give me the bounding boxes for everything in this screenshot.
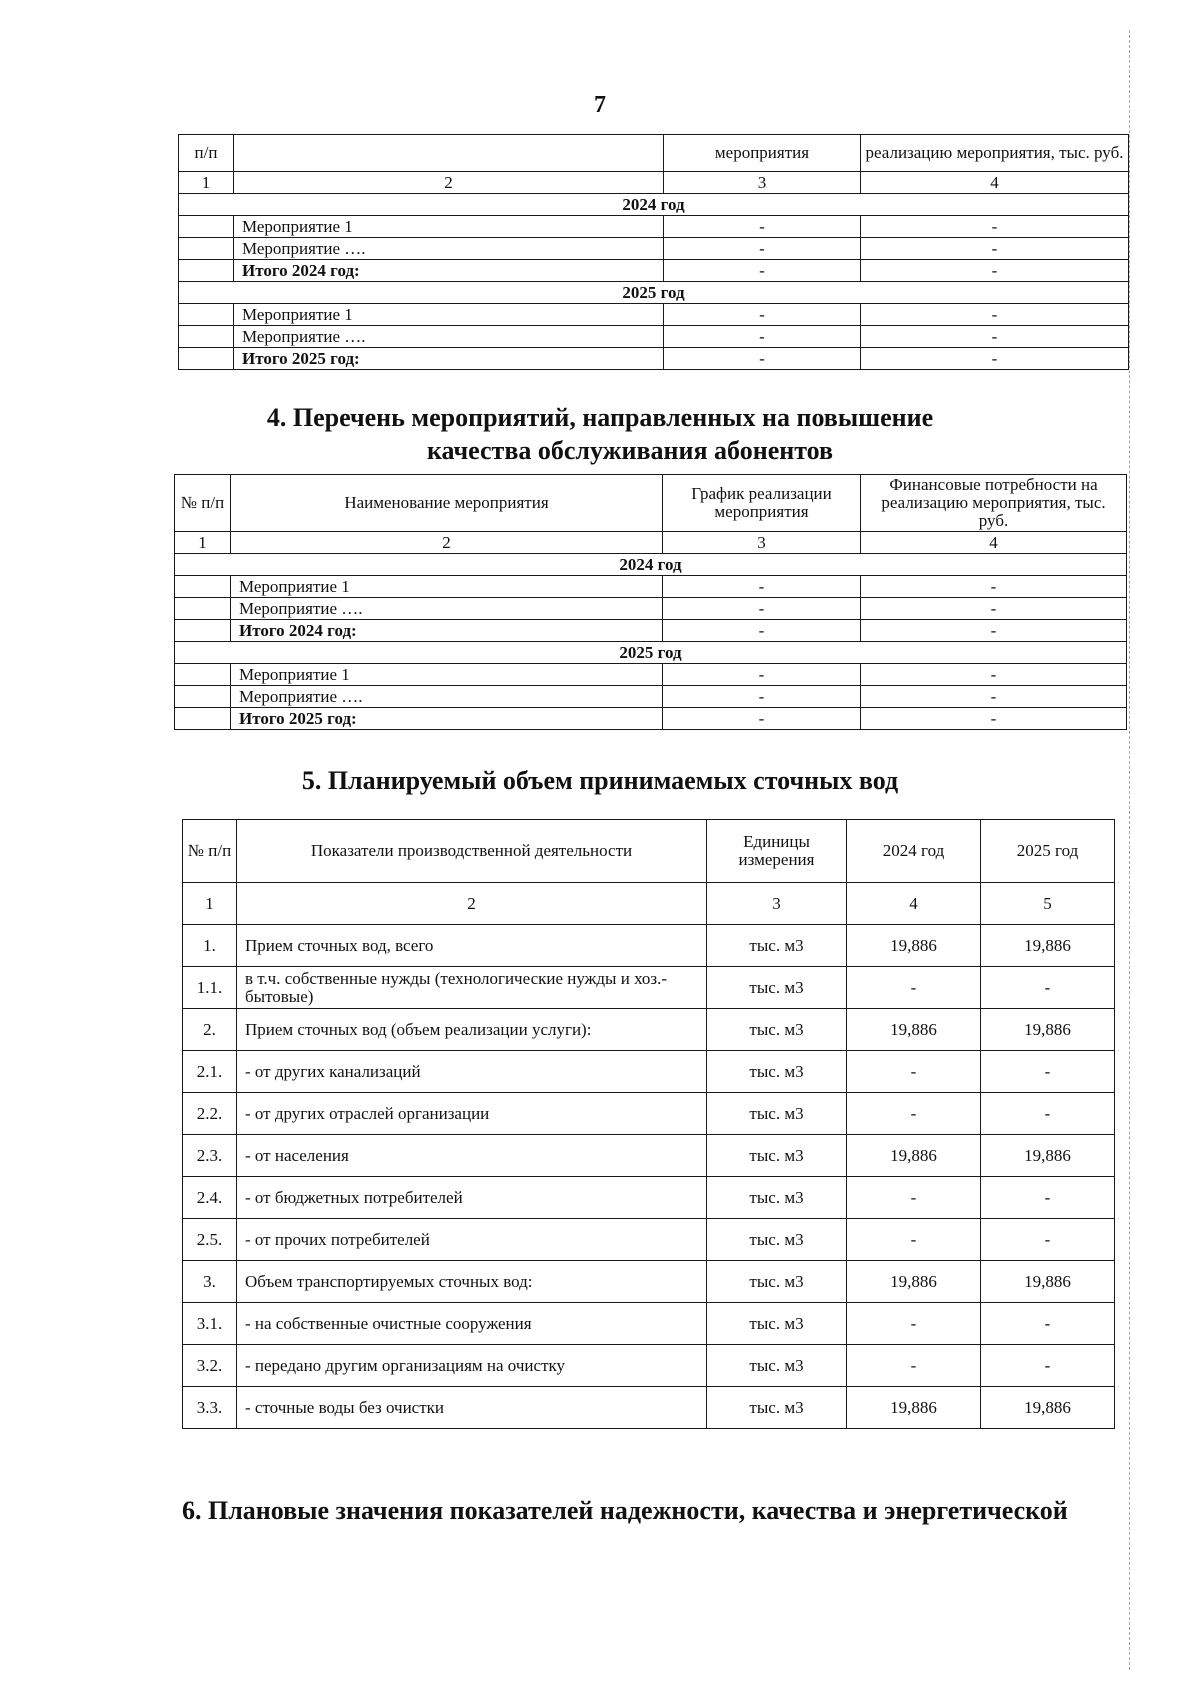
unit-value: тыс. м3 (707, 1387, 847, 1429)
column-number: 3 (663, 532, 861, 554)
value-2024: - (847, 1051, 981, 1093)
table-row (183, 1345, 1115, 1387)
unit-value: тыс. м3 (707, 925, 847, 967)
finance-value: - (861, 238, 1129, 260)
column-number: 5 (981, 883, 1115, 925)
finance-value: - (861, 304, 1129, 326)
year-label: 2025 год (179, 282, 1129, 304)
header-cell-c1: № п/п (183, 820, 237, 883)
value-2025: - (981, 1345, 1115, 1387)
table-row (183, 1051, 1115, 1093)
header-cell-c3: мероприятия (664, 135, 861, 172)
row-number: 2. (183, 1009, 237, 1051)
row-number (179, 238, 234, 260)
year-label: 2024 год (179, 194, 1129, 216)
activity-name: Мероприятие …. (234, 238, 664, 260)
section6-title: 6. Плановые значения показателей надежности, качества и энергетической (182, 1496, 1068, 1525)
finance-value: - (861, 708, 1127, 730)
section4-title-line2: качества обслуживания абонентов (426, 436, 834, 465)
year-row (175, 642, 1127, 664)
value-2025: - (981, 1303, 1115, 1345)
row-number (175, 576, 231, 598)
column-number: 2 (231, 532, 663, 554)
value-2025: - (981, 1093, 1115, 1135)
value-2025: - (981, 1219, 1115, 1261)
activities-table-continued (178, 134, 1129, 370)
year-row (179, 194, 1129, 216)
activity-name: Мероприятие 1 (234, 216, 664, 238)
finance-value: - (861, 686, 1127, 708)
year-row (179, 282, 1129, 304)
finance-value: - (861, 216, 1129, 238)
column-number: 3 (707, 883, 847, 925)
header-cell-c2: Наименование мероприятия (231, 475, 663, 532)
unit-value: тыс. м3 (707, 1303, 847, 1345)
page-number: 7 (594, 92, 606, 118)
indicator-name: Прием сточных вод, всего (237, 925, 707, 967)
row-number: 2.1. (183, 1051, 237, 1093)
indicator-name: - от прочих потребителей (237, 1219, 707, 1261)
unit-value: тыс. м3 (707, 967, 847, 1009)
year-label: 2025 год (175, 642, 1127, 664)
header-cell-c3: Единицы измерения (707, 820, 847, 883)
value-2024: 19,886 (847, 925, 981, 967)
table-row (179, 216, 1129, 238)
schedule-value: - (663, 708, 861, 730)
table-row (183, 1387, 1115, 1429)
table-row (179, 326, 1129, 348)
table-row (183, 1135, 1115, 1177)
schedule-value: - (663, 664, 861, 686)
row-number: 1. (183, 925, 237, 967)
table-row (175, 708, 1127, 730)
row-number (179, 304, 234, 326)
activity-name: Мероприятие 1 (231, 664, 663, 686)
header-row (175, 475, 1127, 532)
finance-value: - (861, 326, 1129, 348)
row-number: 2.4. (183, 1177, 237, 1219)
row-number: 3. (183, 1261, 237, 1303)
table-row (183, 1093, 1115, 1135)
activity-name: Мероприятие …. (231, 598, 663, 620)
activity-name: Итого 2024 год: (231, 620, 663, 642)
schedule-value: - (664, 238, 861, 260)
schedule-value: - (663, 576, 861, 598)
row-number (175, 708, 231, 730)
unit-value: тыс. м3 (707, 1345, 847, 1387)
row-number (179, 348, 234, 370)
value-2025: - (981, 967, 1115, 1009)
row-number (175, 620, 231, 642)
row-number: 1.1. (183, 967, 237, 1009)
column-number: 1 (183, 883, 237, 925)
finance-value: - (861, 620, 1127, 642)
header-row (179, 135, 1129, 172)
finance-value: - (861, 576, 1127, 598)
value-2024: - (847, 1219, 981, 1261)
activity-name: Мероприятие …. (234, 326, 664, 348)
table-row (183, 967, 1115, 1009)
row-number (179, 260, 234, 282)
header-cell-c4: Финансовые потребности на реализацию мероприятия, тыс. руб. (861, 475, 1127, 532)
table-row (175, 598, 1127, 620)
value-2025: 19,886 (981, 1387, 1115, 1429)
table-row (175, 664, 1127, 686)
value-2024: 19,886 (847, 1135, 981, 1177)
indicator-name: Объем транспортируемых сточных вод: (237, 1261, 707, 1303)
row-number: 2.3. (183, 1135, 237, 1177)
table-row (179, 238, 1129, 260)
year-label: 2024 год (175, 554, 1127, 576)
row-number: 2.5. (183, 1219, 237, 1261)
column-number-row (183, 883, 1115, 925)
value-2024: - (847, 1177, 981, 1219)
indicator-name: - сточные воды без очистки (237, 1387, 707, 1429)
unit-value: тыс. м3 (707, 1009, 847, 1051)
row-number (175, 686, 231, 708)
indicator-name: - от других канализаций (237, 1051, 707, 1093)
value-2024: - (847, 1345, 981, 1387)
column-number-row (175, 532, 1127, 554)
indicator-name: - от бюджетных потребителей (237, 1177, 707, 1219)
column-number: 4 (861, 172, 1129, 194)
row-number (179, 326, 234, 348)
page-edge-line (1129, 30, 1130, 1670)
table-row (183, 1009, 1115, 1051)
header-cell-c3: График реализации мероприятия (663, 475, 861, 532)
indicator-name: - от других отраслей организации (237, 1093, 707, 1135)
row-number: 2.2. (183, 1093, 237, 1135)
table-row (183, 1261, 1115, 1303)
activity-name: Мероприятие …. (231, 686, 663, 708)
schedule-value: - (663, 620, 861, 642)
column-number: 2 (237, 883, 707, 925)
table-row (183, 1219, 1115, 1261)
finance-value: - (861, 598, 1127, 620)
column-number-row (179, 172, 1129, 194)
table-row (179, 260, 1129, 282)
header-cell-c1: № п/п (175, 475, 231, 532)
finance-value: - (861, 260, 1129, 282)
wastewater-volume-table (182, 819, 1115, 1429)
header-cell-c4: 2024 год (847, 820, 981, 883)
value-2024: - (847, 967, 981, 1009)
value-2024: - (847, 1303, 981, 1345)
table-row (183, 1303, 1115, 1345)
unit-value: тыс. м3 (707, 1219, 847, 1261)
schedule-value: - (664, 216, 861, 238)
schedule-value: - (664, 304, 861, 326)
unit-value: тыс. м3 (707, 1051, 847, 1093)
value-2024: 19,886 (847, 1261, 981, 1303)
schedule-value: - (663, 598, 861, 620)
table-row (183, 925, 1115, 967)
unit-value: тыс. м3 (707, 1261, 847, 1303)
section4-title-line1: 4. Перечень мероприятий, направленных на повышение (266, 403, 934, 432)
section5-title: 5. Планируемый объем принимаемых сточных вод (301, 766, 899, 795)
indicator-name: в т.ч. собственные нужды (технологические нужды и хоз.-бытовые) (237, 967, 707, 1009)
table-row (179, 348, 1129, 370)
row-number (179, 216, 234, 238)
activity-name: Мероприятие 1 (231, 576, 663, 598)
value-2024: 19,886 (847, 1387, 981, 1429)
service-quality-activities-table (174, 474, 1127, 730)
schedule-value: - (663, 686, 861, 708)
value-2025: 19,886 (981, 1135, 1115, 1177)
finance-value: - (861, 664, 1127, 686)
table-row (175, 576, 1127, 598)
activity-name: Итого 2025 год: (231, 708, 663, 730)
activity-name: Итого 2024 год: (234, 260, 664, 282)
row-number (175, 664, 231, 686)
unit-value: тыс. м3 (707, 1135, 847, 1177)
unit-value: тыс. м3 (707, 1093, 847, 1135)
column-number: 2 (234, 172, 664, 194)
column-number: 4 (847, 883, 981, 925)
row-number: 3.1. (183, 1303, 237, 1345)
header-cell-c2: Показатели производственной деятельности (237, 820, 707, 883)
table-row (179, 304, 1129, 326)
year-row (175, 554, 1127, 576)
indicator-name: - передано другим организациям на очистку (237, 1345, 707, 1387)
indicator-name: - от населения (237, 1135, 707, 1177)
schedule-value: - (664, 348, 861, 370)
indicator-name: - на собственные очистные сооружения (237, 1303, 707, 1345)
value-2024: 19,886 (847, 1009, 981, 1051)
row-number (175, 598, 231, 620)
row-number: 3.2. (183, 1345, 237, 1387)
indicator-name: Прием сточных вод (объем реализации услуги): (237, 1009, 707, 1051)
value-2025: 19,886 (981, 925, 1115, 967)
header-row (183, 820, 1115, 883)
activity-name: Мероприятие 1 (234, 304, 664, 326)
header-cell-c2 (234, 135, 664, 172)
row-number: 3.3. (183, 1387, 237, 1429)
table-row (183, 1177, 1115, 1219)
activity-name: Итого 2025 год: (234, 348, 664, 370)
unit-value: тыс. м3 (707, 1177, 847, 1219)
value-2025: - (981, 1051, 1115, 1093)
table-row (175, 686, 1127, 708)
finance-value: - (861, 348, 1129, 370)
table-row (175, 620, 1127, 642)
value-2024: - (847, 1093, 981, 1135)
header-cell-c5: 2025 год (981, 820, 1115, 883)
column-number: 4 (861, 532, 1127, 554)
header-cell-c4: реализацию мероприятия, тыс. руб. (861, 135, 1129, 172)
value-2025: 19,886 (981, 1261, 1115, 1303)
value-2025: 19,886 (981, 1009, 1115, 1051)
schedule-value: - (664, 260, 861, 282)
schedule-value: - (664, 326, 861, 348)
column-number: 3 (664, 172, 861, 194)
header-cell-c1: п/п (179, 135, 234, 172)
column-number: 1 (175, 532, 231, 554)
value-2025: - (981, 1177, 1115, 1219)
column-number: 1 (179, 172, 234, 194)
